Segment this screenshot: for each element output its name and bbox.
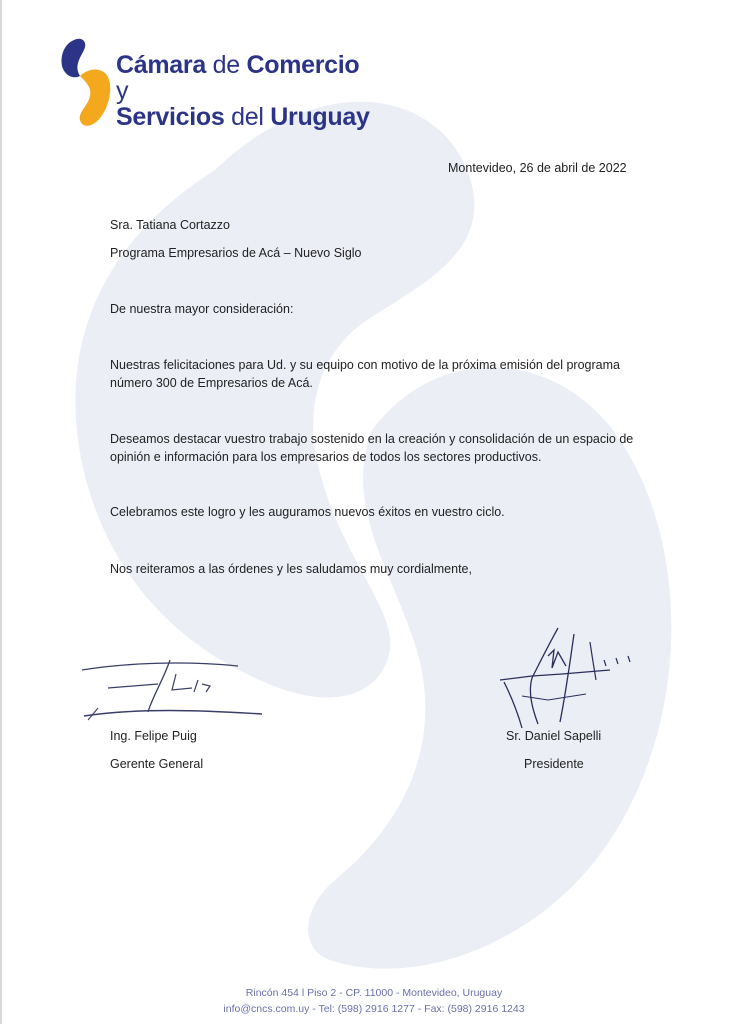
footer-address: Rincón 454 l Piso 2 - CP. 11000 - Montevideo, Uruguay: [245, 987, 503, 999]
body-paragraph-2: Deseamos destacar vuestro trabajo sostenido en la creación y consolidación de un espacio de opinión e información para los empresarios de todos los sectores productivos.: [110, 432, 634, 464]
signatory-left-title: Gerente General: [110, 757, 204, 771]
footer-contact: info@cncs.com.uy - Tel: (598) 2916 1277 - Fax: (598) 2916 1243: [223, 1003, 525, 1015]
organization-name: [116, 52, 372, 130]
signature-left: [78, 648, 268, 728]
signatory-right-name: Sr. Daniel Sapelli: [506, 729, 602, 743]
letter-date: Montevideo, 26 de abril de 2022: [448, 161, 627, 175]
salutation: De nuestra mayor consideración:: [110, 302, 294, 316]
signatory-right-title: Presidente: [524, 757, 584, 771]
organization-name-line2: Servicios del Uruguay: [116, 103, 370, 131]
recipient-program: Programa Empresarios de Acá – Nuevo Siglo: [110, 246, 362, 260]
signatory-left-name: Ing. Felipe Puig: [110, 729, 197, 743]
cncs-logo-icon: [52, 36, 114, 130]
organization-name-line1: Cámara de Comercio y: [116, 51, 360, 105]
organization-logo: [52, 36, 372, 130]
signature-right: [492, 622, 642, 732]
closing-line: Nos reiteramos a las órdenes y les saludamos muy cordialmente,: [110, 562, 472, 576]
body-paragraph-3: Celebramos este logro y les auguramos nuevos éxitos en vuestro ciclo.: [110, 505, 505, 519]
recipient-name: Sra. Tatiana Cortazzo: [110, 218, 230, 232]
body-paragraph-1: Nuestras felicitaciones para Ud. y su equipo con motivo de la próxima emisión del programa número 300 de Empresarios de Acá.: [110, 358, 620, 390]
